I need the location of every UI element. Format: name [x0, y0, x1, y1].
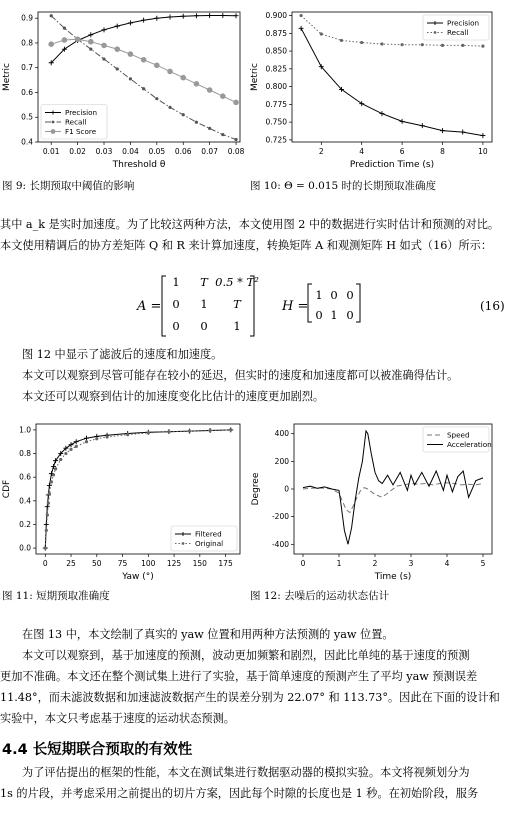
x-tick-label: 75	[117, 559, 128, 568]
x-tick-label: 0.02	[69, 147, 86, 156]
paragraph-1	[0, 214, 507, 256]
matrix-a-cell: 0	[172, 319, 180, 333]
y-tick-label: -200	[271, 512, 289, 522]
matrix-h-cell: 0	[315, 308, 323, 322]
data-point	[101, 43, 107, 49]
x-tick-label: 25	[66, 559, 76, 568]
matrix-a-cell: T	[233, 297, 241, 311]
x-tick-label: 4	[444, 559, 450, 568]
matrix-a-cell: T	[200, 275, 208, 289]
x-axis-label: Time (s)	[374, 572, 412, 582]
x-tick-label: 0.07	[201, 147, 218, 156]
legend-label: Recall	[65, 117, 87, 127]
text-line: 图 12 中显示了滤波后的速度和加速度。	[22, 348, 223, 361]
data-point	[220, 93, 226, 99]
chart-motion-state	[248, 414, 498, 582]
data-point	[168, 106, 171, 109]
data-point	[54, 467, 57, 470]
y-tick-label: 0.7	[21, 63, 33, 73]
data-point	[180, 75, 186, 81]
y-tick-label: 0.4	[21, 137, 33, 147]
y-tick-label: 0.750	[265, 117, 287, 127]
chart-prediction-time	[248, 2, 498, 170]
y-tick-label: 0.6	[21, 87, 33, 97]
data-point	[421, 43, 424, 46]
y-tick-label: 0.8	[21, 38, 33, 48]
data-point	[461, 44, 464, 47]
x-tick-label: 10	[478, 147, 488, 156]
data-point	[233, 100, 239, 106]
y-tick-label: 0.775	[265, 99, 287, 109]
x-tick-label: 8	[440, 147, 445, 156]
x-tick-label: 2	[318, 147, 324, 156]
y-tick-label: 200	[274, 456, 289, 466]
y-tick-label: 0.9	[21, 13, 33, 23]
x-tick-label: 0.05	[148, 147, 166, 156]
y-tick-label: 400	[274, 429, 289, 439]
y-tick-label: 1.0	[19, 425, 31, 435]
y-axis-label: CDF	[2, 479, 12, 499]
matrix-a-cell: 1	[172, 275, 180, 289]
legend-marker	[51, 129, 56, 134]
data-point	[75, 445, 78, 448]
data-point	[208, 127, 211, 130]
y-tick-label: 0.8	[19, 449, 31, 459]
matrix-h-cell: 0	[346, 308, 354, 322]
matrix-h-cell: 1	[315, 288, 323, 302]
data-point	[188, 429, 191, 432]
caption-fig9: 图 9: 长期预取中阈值的影响	[2, 180, 135, 192]
data-point	[62, 37, 68, 43]
data-point	[64, 452, 67, 455]
y-tick-label: 0.725	[265, 135, 287, 145]
y-tick-label: 0.5	[21, 112, 33, 122]
data-point	[380, 42, 383, 45]
matrix-a-cell: 0	[200, 319, 208, 333]
figure-12	[248, 414, 498, 582]
data-point	[141, 57, 147, 63]
x-axis-label: Yaw (°)	[122, 572, 154, 582]
data-point	[50, 480, 53, 483]
data-point	[105, 435, 108, 438]
data-point	[234, 138, 237, 141]
legend-label: Original	[195, 539, 224, 549]
text-line: 1s 的片段，并考虑采用之前提出的切片方案，因此每个时隙的长度也是 1 秒。在初始阶段，服务	[0, 787, 479, 800]
x-tick-label: 1	[336, 559, 342, 568]
equation-16	[0, 270, 507, 342]
data-point	[229, 428, 232, 431]
data-point	[116, 67, 119, 70]
y-tick-label: 0.0	[19, 543, 31, 553]
text-line: 在图 13 中，本文绘制了真实的 yaw 位置和用两种方法预测的 yaw 位置。	[22, 628, 394, 641]
data-point	[95, 437, 98, 440]
y-tick-label: -400	[271, 539, 289, 549]
data-point	[147, 431, 150, 434]
x-tick-label: 0.01	[42, 147, 60, 156]
legend-marker	[434, 31, 437, 34]
data-point	[126, 433, 129, 436]
data-point	[69, 448, 72, 451]
data-point	[102, 57, 105, 60]
matrix-a-cell: 1	[233, 319, 241, 333]
data-point	[401, 43, 404, 46]
caption-fig12: 图 12: 去噪后的运动状态估计	[250, 590, 390, 602]
matrix-h	[315, 288, 353, 322]
y-tick-label: 0.2	[19, 519, 31, 529]
x-tick-label: 0.06	[174, 147, 192, 156]
y-tick-label: 0.825	[265, 64, 287, 74]
legend-label: Filtered	[195, 529, 222, 539]
paragraph-3	[0, 624, 507, 729]
matrix-a-cell: 0.5 * T²	[215, 275, 259, 289]
data-point	[340, 39, 343, 42]
matrix-h-cell: 0	[346, 288, 354, 302]
x-axis-label: Threshold θ	[112, 160, 166, 170]
text-line: 本文可以观察到尽管可能存在较小的延迟，但实时的速度和加速度都可以被准确得估计。	[22, 369, 459, 382]
data-point	[114, 46, 120, 52]
x-tick-label: 2	[372, 559, 378, 568]
eq-lhs-h: H =	[282, 299, 309, 314]
matrix-h-cell: 0	[330, 288, 338, 302]
data-point	[155, 97, 158, 100]
data-point	[441, 44, 444, 47]
data-point	[207, 87, 213, 93]
chart-threshold	[0, 2, 245, 170]
y-axis-label: Metric	[2, 63, 12, 91]
chart-yaw-cdf	[0, 414, 245, 582]
text-line: 实验中，本文只考虑基于速度的运动状态预测。	[0, 712, 235, 725]
data-point	[75, 36, 81, 42]
matrix-a	[172, 275, 259, 333]
data-point	[299, 14, 302, 17]
x-tick-label: 6	[399, 147, 405, 156]
data-point	[221, 133, 224, 136]
data-point	[182, 113, 185, 116]
x-tick-label: 100	[141, 559, 156, 568]
legend-label: F1 Score	[65, 127, 97, 137]
legend-label: Speed	[447, 430, 470, 440]
data-point	[48, 492, 51, 495]
matrix-a-cell: 1	[200, 297, 208, 311]
text-line: 本文使用精调后的协方差矩阵 Q 和 R 来计算加速度，转换矩阵 A 和观测矩阵 H 如式（16）所示：	[0, 239, 493, 252]
data-point	[129, 77, 132, 80]
y-tick-label: 0.800	[265, 82, 287, 92]
x-tick-label: 0.04	[122, 147, 139, 156]
y-tick-label: 0.900	[265, 11, 287, 21]
x-axis-label: Prediction Time (s)	[349, 160, 435, 170]
text-line: 11.48°，而未滤波数据和加速滤波数据产生的误差分别为 22.07° 和 113.73°。因此在下面的设计和	[0, 691, 500, 704]
data-point	[167, 430, 170, 433]
caption-fig11: 图 11: 短期预取准确度	[2, 590, 110, 602]
equation-number: (16)	[480, 299, 505, 313]
data-point	[47, 502, 50, 505]
y-tick-label: 0.850	[265, 46, 287, 56]
y-axis-label: Metric	[250, 63, 260, 91]
figure-9	[0, 2, 245, 170]
data-point	[85, 440, 88, 443]
data-point	[45, 529, 48, 532]
x-tick-label: 175	[218, 559, 233, 568]
y-tick-label: 0.875	[265, 28, 287, 38]
figure-10	[248, 2, 498, 170]
y-tick-label: 0.6	[19, 472, 31, 482]
matrix-h-cell: 1	[330, 308, 338, 322]
data-point	[89, 48, 92, 51]
data-point	[50, 14, 53, 17]
data-point	[194, 81, 200, 87]
y-tick-label: 0	[284, 484, 289, 494]
paragraph-4	[0, 762, 507, 804]
text-line: 本文可以观察到，基于加速度的预测，波动更加频繁和剧烈，因此比单纯的基于速度的预测	[22, 649, 470, 662]
data-point	[481, 44, 484, 47]
data-point	[209, 429, 212, 432]
legend-label: Recall	[447, 28, 469, 38]
legend-label: Precision	[447, 18, 480, 28]
text-line: 其中 a_k 是实时加速度。为了比较这两种方法，本文使用图 2 中的数据进行实时估计和预测的对比。	[0, 218, 500, 231]
y-axis-label: Degree	[251, 472, 261, 506]
data-point	[154, 62, 160, 68]
x-tick-label: 0	[42, 559, 48, 568]
data-point	[167, 69, 173, 75]
y-tick-label: 0.4	[19, 496, 31, 506]
data-point	[52, 473, 55, 476]
matrix-a-cell: 0	[172, 297, 180, 311]
data-point	[195, 121, 198, 124]
legend-marker	[182, 542, 185, 545]
x-tick-label: 3	[408, 559, 414, 568]
x-tick-label: 0.08	[227, 147, 245, 156]
section-heading: 4.4 长短期联合预取的有效性	[2, 742, 193, 758]
paragraph-2	[0, 344, 507, 407]
data-point	[48, 41, 54, 47]
data-point	[44, 546, 47, 549]
eq-lhs-a: A =	[137, 299, 162, 314]
x-tick-label: 0	[300, 559, 306, 568]
data-point	[128, 51, 134, 57]
data-point	[46, 513, 49, 516]
data-point	[320, 32, 323, 35]
x-tick-label: 5	[480, 559, 486, 568]
figure-11	[0, 414, 245, 582]
data-point	[63, 26, 66, 29]
legend-label: Acceleration	[447, 440, 492, 450]
text-line: 为了评估提出的框架的性能，本文在测试集进行数据驱动器的模拟实验。本文将视频划分为	[22, 766, 470, 779]
x-tick-label: 50	[92, 559, 102, 568]
data-point	[59, 458, 62, 461]
x-tick-label: 0.03	[95, 147, 113, 156]
text-line: 更加不准确。本文还在整个测试集上进行了实验，基于简单速度的预测产生了平均 yaw 预测误差	[0, 670, 478, 683]
caption-fig10: 图 10: Θ = 0.015 时的长期预取准确度	[250, 180, 437, 192]
x-tick-label: 125	[166, 559, 182, 568]
data-point	[88, 39, 94, 45]
data-point	[142, 87, 145, 90]
legend-marker	[52, 121, 55, 124]
legend-label: Precision	[65, 108, 98, 118]
data-point	[360, 41, 363, 44]
text-line: 本文还可以观察到估计的加速度变化比估计的速度更加剧烈。	[22, 390, 325, 403]
x-tick-label: 4	[359, 147, 365, 156]
x-tick-label: 150	[192, 559, 207, 568]
